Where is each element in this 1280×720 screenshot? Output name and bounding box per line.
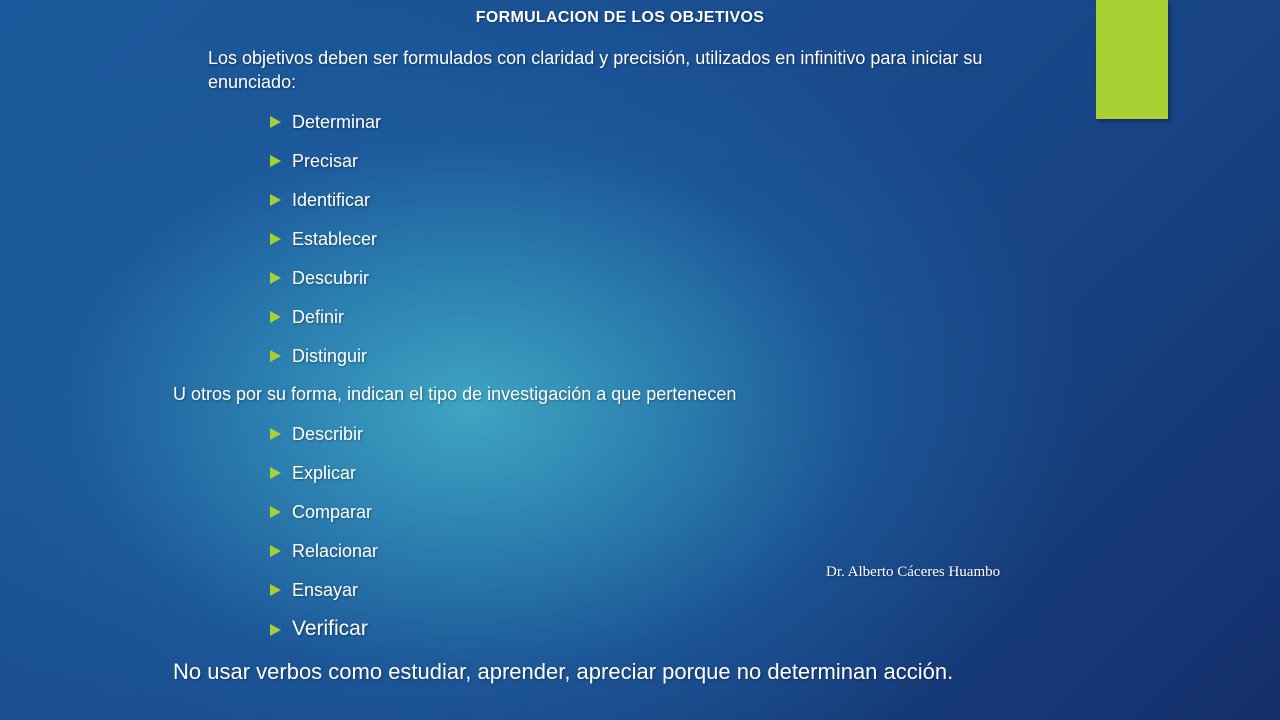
research-type-note: U otros por su forma, indican el tipo de investigación a que pertenecen — [173, 384, 737, 404]
triangle-right-icon — [270, 428, 281, 440]
list-item — [270, 500, 378, 539]
triangle-right-icon — [270, 624, 281, 636]
list-item-label: Descubrir — [292, 268, 370, 288]
list-item — [270, 266, 381, 305]
list-item-label: Definir — [292, 307, 345, 327]
triangle-right-icon — [270, 506, 281, 518]
list-item — [270, 422, 378, 461]
triangle-right-icon — [270, 350, 281, 362]
list-item — [270, 110, 381, 149]
verbs-list-research-type — [270, 422, 378, 656]
triangle-right-icon — [270, 467, 281, 479]
author-signature: Dr. Alberto Cáceres Huambo — [826, 564, 1001, 580]
list-item-label: Distinguir — [292, 346, 368, 366]
list-item — [270, 305, 381, 344]
slide-title: FORMULACION DE LOS OBJETIVOS — [475, 9, 765, 26]
list-item — [270, 188, 381, 227]
list-item-label: Establecer — [292, 229, 378, 249]
list-item — [270, 578, 378, 617]
intro-paragraph: Los objetivos deben ser formulados con claridad y precisión, utilizados en infinitivo para iniciar su enunciado: — [208, 48, 983, 92]
list-item — [270, 227, 381, 266]
triangle-right-icon — [270, 584, 281, 596]
list-item-label: Relacionar — [292, 541, 379, 561]
list-item-label: Verificar — [292, 617, 368, 640]
list-item-label: Identificar — [292, 190, 371, 210]
triangle-right-icon — [270, 116, 281, 128]
triangle-right-icon — [270, 272, 281, 284]
list-item — [270, 617, 378, 656]
triangle-right-icon — [270, 311, 281, 323]
list-item — [270, 539, 378, 578]
triangle-right-icon — [270, 233, 281, 245]
triangle-right-icon — [270, 194, 281, 206]
list-item-label: Ensayar — [292, 580, 359, 600]
list-item — [270, 149, 381, 188]
list-item-label: Describir — [292, 424, 364, 444]
list-item — [270, 344, 381, 383]
list-item-label: Determinar — [292, 112, 382, 132]
list-item-label: Explicar — [292, 463, 357, 483]
list-item — [270, 461, 378, 500]
verbs-list-primary — [270, 110, 381, 383]
triangle-right-icon — [270, 545, 281, 557]
list-item-label: Precisar — [292, 151, 359, 171]
triangle-right-icon — [270, 155, 281, 167]
closing-note: No usar verbos como estudiar, aprender, apreciar porque no determinan acción. — [173, 659, 954, 684]
list-item-label: Comparar — [292, 502, 373, 522]
